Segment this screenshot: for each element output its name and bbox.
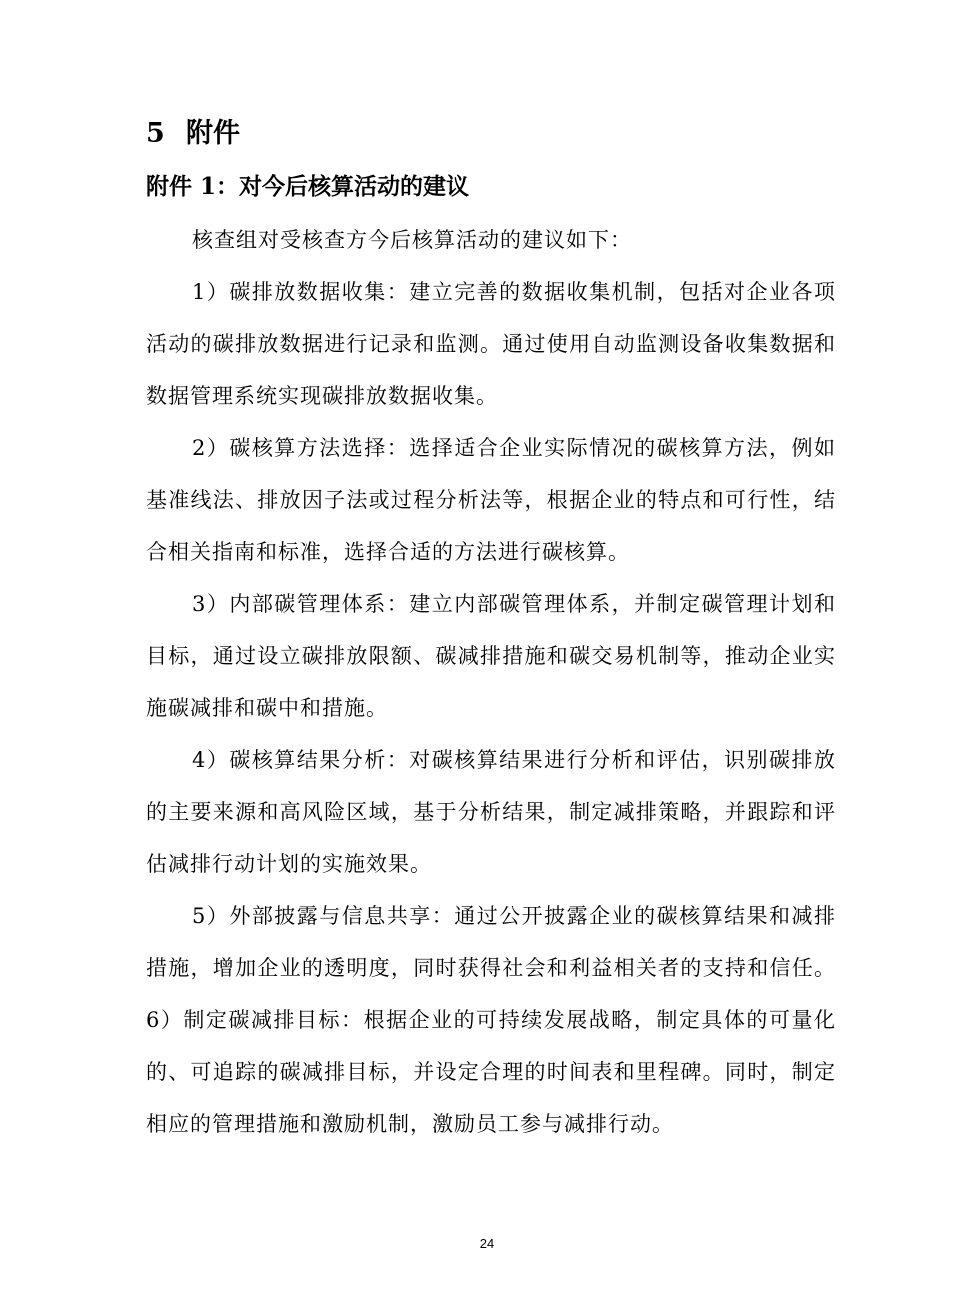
- recommendation-paragraph-4: 4）碳核算结果分析：对碳核算结果进行分析和评估，识别碳排放的主要来源和高风险区域，基于分析结果，制定减排策略，并跟踪和评估减排行动计划的实施效果。: [146, 748, 836, 876]
- page-number: 24: [479, 1236, 495, 1251]
- intro-paragraph: 核查组对受核查方今后核算活动的建议如下：: [192, 228, 632, 252]
- recommendation-paragraph-1: 1）碳排放数据收集：建立完善的数据收集机制，包括对企业各项活动的碳排放数据进行记录和监测。通过使用自动监测设备收集数据和数据管理系统实现碳排放数据收集。: [146, 280, 836, 408]
- section-heading: [146, 108, 836, 160]
- recommendation-paragraph-3: 3）内部碳管理体系：建立内部碳管理体系，并制定碳管理计划和目标，通过设立碳排放限额、碳减排措施和碳交易机制等，推动企业实施碳减排和碳中和措施。: [146, 592, 836, 720]
- section-title: 附件: [186, 118, 240, 149]
- section-number: 5: [146, 118, 165, 149]
- recommendation-paragraph-5: 5）外部披露与信息共享：通过公开披露企业的碳核算结果和减排措施，增加企业的透明度，同时获得社会和利益相关者的支持和信任。6）制定碳减排目标：根据企业的可持续发展战略，制定具体的可量化的、可追踪的碳减排目标，并设定合理的时间表和里程碑。同时，制定相应的管理措施和激励机制，激励员工参与减排行动。: [146, 904, 836, 1136]
- recommendation-paragraph-2: 2）碳核算方法选择：选择适合企业实际情况的碳核算方法，例如基准线法、排放因子法或过程分析法等，根据企业的特点和可行性，结合相关指南和标准，选择合适的方法进行碳核算。: [146, 436, 836, 564]
- page-content: [146, 108, 836, 1150]
- appendix-title: 附件 1：对今后核算活动的建议: [146, 173, 470, 200]
